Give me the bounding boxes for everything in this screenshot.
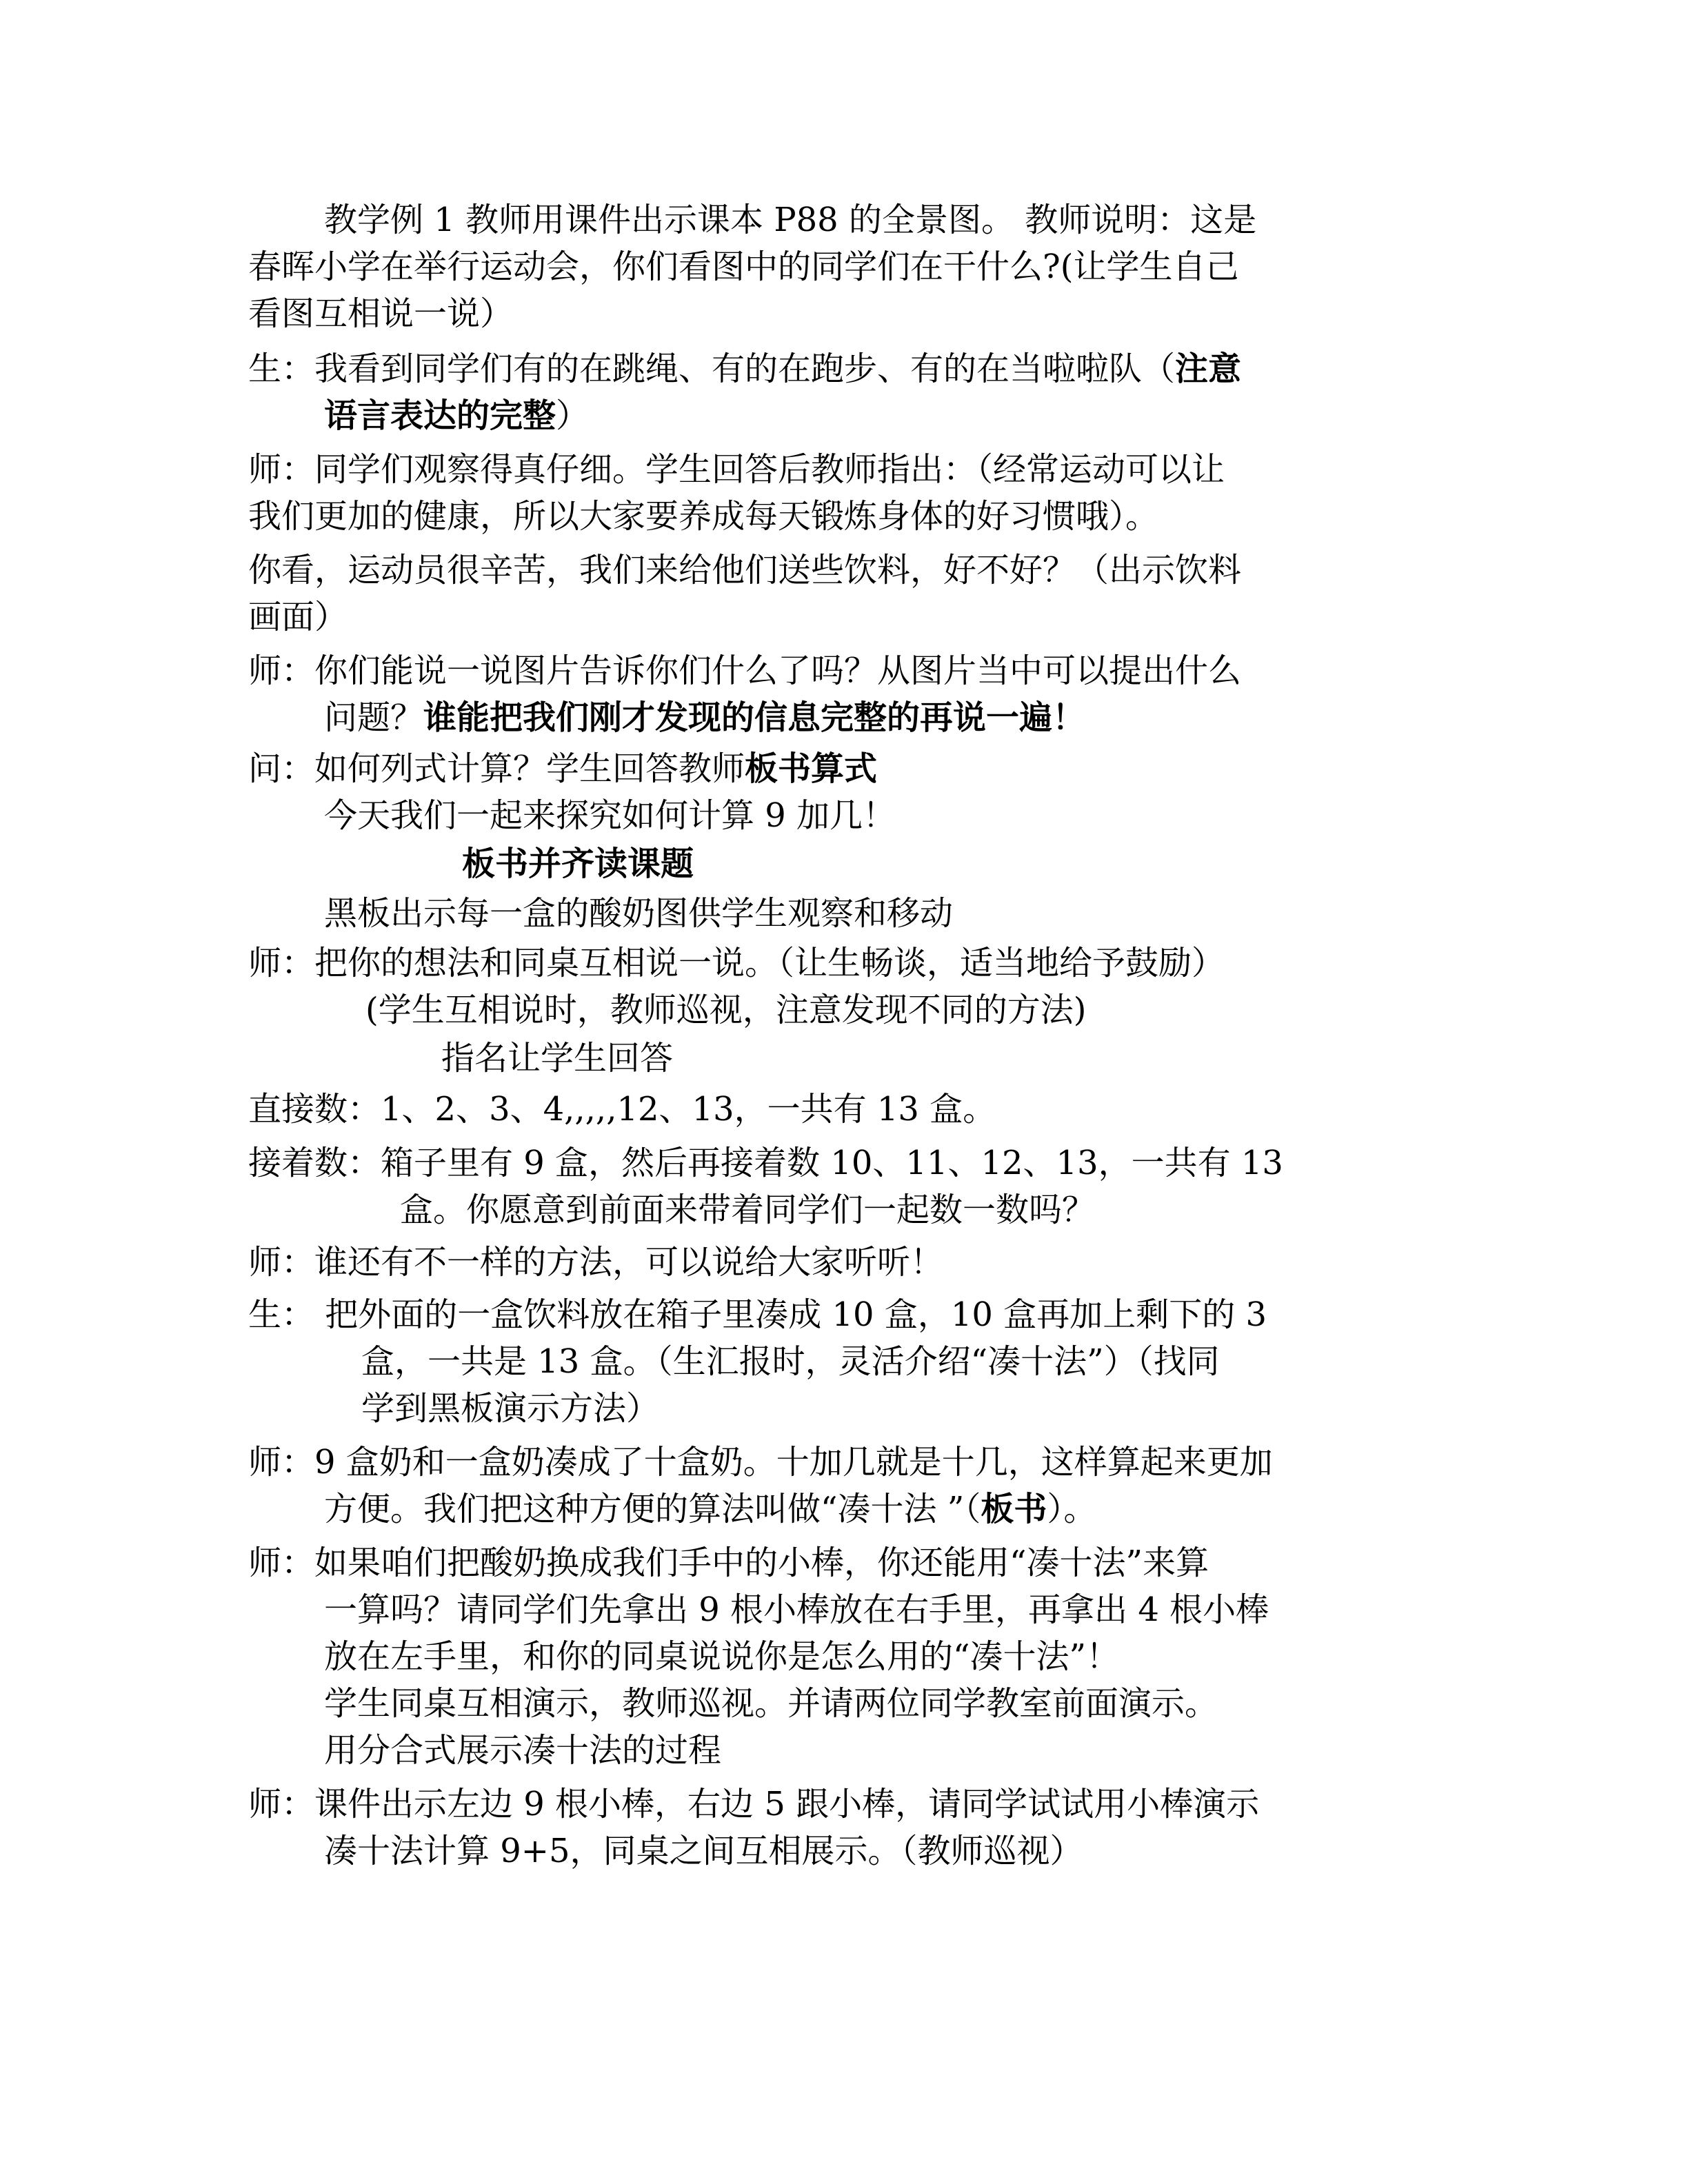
text-line [400,1189,1095,1231]
text-segment: 问：如何列式计算？学生回答教师 [248,749,745,788]
text-segment: 师：你们能说一说图片告诉你们什么了吗？从图片当中可以提出什么 [248,651,1242,690]
text-segment: (学生互相说时，教师巡视，注意发现不同的方法) [365,991,1087,1029]
text-line [248,292,513,335]
text-segment: 师：把你的想法和同桌互相说一说。（让生畅谈，适当地给予鼓励） [248,944,1225,982]
text-line [248,448,1225,491]
text-segment: 生：我看到同学们有的在跳绳、有的在跑步、有的在当啦啦队（ [248,350,1176,388]
text-line [324,1830,1083,1872]
text-line [324,1729,721,1772]
text-line [324,696,1085,739]
text-segment: 师：同学们观察得真仔细。学生回答后教师指出：（经常运动可以让 [248,450,1225,489]
text-line [361,1387,659,1430]
text-line [248,495,1158,538]
text-segment: 春晖小学在举行运动会，你们看图中的同学们在干什么?(让学生自己 [248,247,1239,286]
text-segment: 师：9 盒奶和一盒奶凑成了十盒奶。十加几就是十几，这样算起来更加 [248,1443,1273,1482]
text-segment: 方便。我们把这种方便的算法叫做“凑十法 ”（ [324,1490,981,1528]
text-segment: 凑十法计算 9+5，同桌之间互相展示。（教师巡视） [324,1832,1083,1870]
text-line [324,199,1256,241]
text-segment: 直接数：1、2、3、4,,,,,12、13，一共有 13 盒。 [248,1090,996,1129]
text-line [324,1588,1269,1631]
text-line [324,1488,1096,1530]
text-line [248,1293,1267,1336]
text-segment: 教学例 1 教师用课件出示课本 P88 的全景图。 教师说明：这是 [324,201,1257,239]
text-segment: 放在左手里，和你的同桌说说你是怎么用的“凑十法”！ [324,1637,1120,1676]
text-segment: 黑板出示每一盒的酸奶图供学生观察和移动 [324,894,954,933]
text-segment-bold: 注意 [1175,350,1242,388]
text-segment: 我们更加的健康，所以大家要养成每天锻炼身体的好习惯哦）。 [248,497,1159,536]
text-segment: 盒，一共是 13 盒。（生汇报时，灵活介绍“凑十法”）（找同 [361,1342,1220,1381]
text-line [462,842,694,885]
text-segment-bold: 板书 [981,1490,1047,1528]
text-line [248,649,1241,692]
text-segment: 师：课件出示左边 9 根小棒，右边 5 跟小棒，请同学试试用小棒演示 [248,1785,1260,1823]
text-segment: 你看，运动员很辛苦，我们来给他们送些饮料，好不好？（出示饮料 [248,551,1242,589]
text-line [324,892,953,935]
text-segment: ）。 [1047,1490,1097,1528]
text-line [365,989,1086,1031]
text-line [361,1340,1220,1383]
text-line [248,347,1241,390]
text-segment: ） [556,396,590,435]
text-line [248,1088,996,1131]
text-segment: 师：谁还有不一样的方法，可以说给大家听听！ [248,1243,944,1282]
text-segment: 问题？ [324,698,424,737]
text-segment: 用分合式展示凑十法的过程 [324,1731,722,1770]
text-segment: 今天我们一起来探究如何计算 9 加几！ [324,796,896,835]
text-segment-bold: 语言表达的完整 [324,396,556,435]
text-segment: 盒。你愿意到前面来带着同学们一起数一数吗？ [400,1191,1096,1229]
text-segment: 学生同桌互相演示，教师巡视。并请两位同学教室前面演示。 [324,1684,1218,1723]
text-segment: 看图互相说一说） [248,294,514,333]
text-line [248,596,348,638]
text-line [324,1635,1119,1678]
text-line [248,1541,1209,1584]
text-segment: 画面） [248,598,348,636]
text-line [248,1241,943,1284]
text-line [248,1142,1283,1184]
text-line [248,549,1241,592]
text-line [248,942,1225,984]
text-line [248,1783,1259,1826]
text-line [324,1682,1218,1725]
text-segment: 生： 把外面的一盒饮料放在箱子里凑成 10 盒，10 盒再加上剩下的 3 [248,1295,1267,1334]
text-line [324,794,896,837]
text-segment: 一算吗？请同学们先拿出 9 根小棒放在右手里，再拿出 4 根小棒 [324,1590,1269,1629]
text-segment-bold: 板书算式 [745,749,878,788]
text-segment: 指名让学生回答 [441,1039,674,1078]
text-segment: 师：如果咱们把酸奶换成我们手中的小棒，你还能用“凑十法”来算 [248,1544,1209,1582]
text-segment-bold: 谁能把我们刚才发现的信息完整的再说一遍！ [423,698,1086,737]
text-line [248,245,1238,288]
text-line [324,394,589,437]
text-segment-bold: 板书并齐读课题 [462,845,694,883]
text-line [248,747,877,790]
text-line [441,1037,673,1080]
text-segment: 学到黑板演示方法） [361,1389,660,1428]
text-line [248,1441,1273,1484]
text-segment: 接着数：箱子里有 9 盒，然后再接着数 10、11、12、13，一共有 13 [248,1144,1283,1182]
